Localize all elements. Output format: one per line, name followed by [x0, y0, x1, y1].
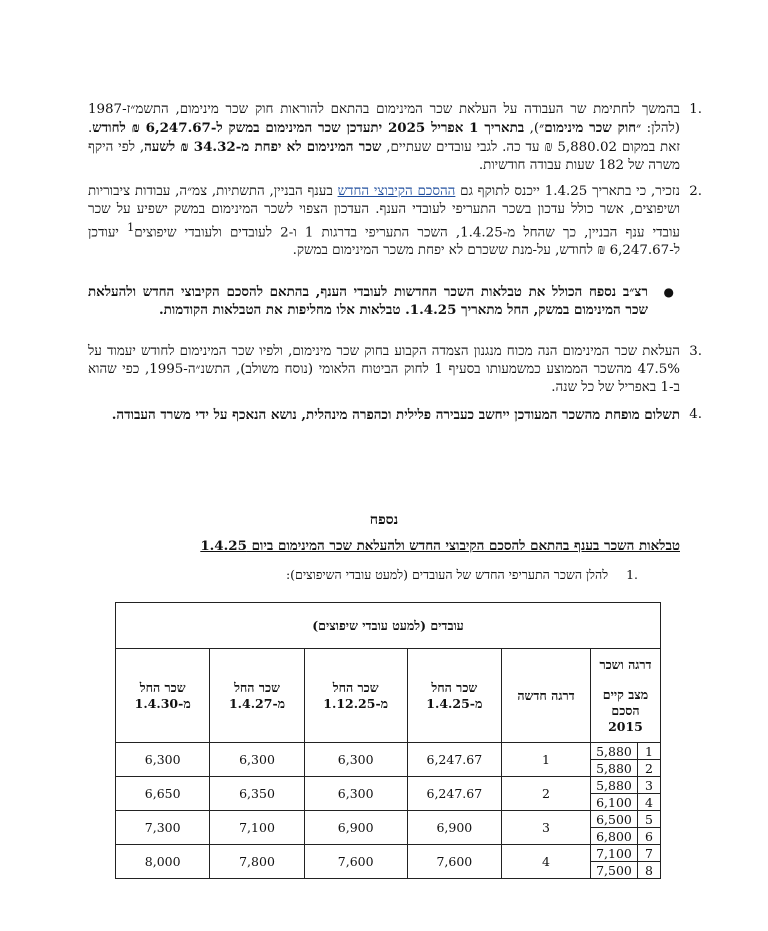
paragraph-2: [88, 183, 702, 260]
wage-cell-1: 7,600: [407, 845, 501, 879]
wage-cell-3: 7,100: [210, 811, 304, 845]
old-grade-cell: 7: [638, 845, 661, 862]
text-bold: בתאריך 1 אפריל 2025 יתעדכן שכר המינימום במשק ל-6,247.67 ₪ לחודש: [92, 120, 525, 136]
old-salary-cell: 7,500: [591, 862, 638, 879]
text: בענף הבניין, התשתיות, צמ״ה, עבודות ציבוריות ושיפוצים, אשר כולל עדכון בשכר התעריפי לעובדי הענף. העדכון הצפוי לשכר המינימום במשק ישפיע על שכר עובדי ענף הבניין, כך שהחל מ-1.4.25, השכר התעריפי בדרגות 1 ו-2 לעובדים ולעובדי שיפוצים: [88, 184, 680, 241]
paragraph-number: .2: [689, 184, 702, 199]
header-subtext: מצב קיים הסכם 2015: [602, 687, 649, 734]
wage-cell-2: 6,300: [304, 777, 407, 811]
wage-cell-1: 6,247.67: [407, 743, 501, 777]
wage-cell-4: 6,650: [116, 777, 210, 811]
paragraph-number: .4: [689, 407, 702, 422]
text: נזכיר, כי בתאריך 1.4.25 ייכנס לתוקף גם: [455, 184, 680, 199]
text: העלאת שכר המינימום הנה מכוח מנגנון הצמדה הקבוע בחוק שכר מינימום, ולפיו שכר המינימום לחודש יעמוד על 47.5% מהשכר הממוצע כמשמעותו בסעיף 1 לחוק הביטוח הלאומי (נוסח משולב), התשנ״ה-1995, כפי שהוא ב-1 באפריל של כל שנה.: [88, 344, 680, 395]
appendix-subtitle: טבלאות השכר בענף בהתאם להסכם הקיבוצי החדש ולהעלאת שכר המינימום ביום 1.4.25: [200, 538, 680, 554]
text-bold: תשלום מופחת מהשכר המעודכן ייחשב כעבירה פלילית וכהפרה מינהלית, נושא הנאכף על ידי משרד העבודה.: [111, 407, 680, 423]
header-wage-2: שכר החל מ-1.12.25: [304, 649, 407, 743]
text: . זאת במקום 5,880.02 ₪ עד כה. לגבי עובדים שעתיים,: [88, 121, 680, 155]
header-wage-1: שכר החל מ-1.4.25: [407, 649, 501, 743]
old-grade-cell: 6: [638, 828, 661, 845]
text-bold: רצ״ב נספח הכולל את טבלאות השכר החדשות לעובדי הענף, בהתאם להסכם הקיבוצי החדש ולהעלאת שכר המינימום במשק, החל מתאריך 1.4.25. טבלאות אלו מחליפות את הטבלאות הקודמות.: [88, 284, 648, 318]
table-body: [116, 743, 661, 879]
old-grade-cell: 2: [638, 760, 661, 777]
text: ),: [524, 121, 540, 136]
text: , לפי היקף משרה של 182 שעות עבודה חודשיות.: [88, 140, 680, 173]
wage-cell-2: 6,300: [304, 743, 407, 777]
old-grade-cell: 8: [638, 862, 661, 879]
collective-agreement-link[interactable]: ההסכם הקיבוצי החדש: [337, 184, 456, 199]
text-bold: ״חוק שכר מינימום״: [539, 120, 642, 136]
wage-cell-4: 6,300: [116, 743, 210, 777]
bullet-icon: ●: [663, 285, 674, 299]
old-grade-cell: 5: [638, 811, 661, 828]
header-new-grade: דרגה חדשה: [502, 649, 591, 743]
appendix-title: נספח: [369, 512, 399, 528]
old-grade-cell: 3: [638, 777, 661, 794]
old-salary-cell: 5,880: [591, 777, 638, 794]
old-grade-cell: 1: [638, 743, 661, 760]
wage-cell-4: 7,300: [116, 811, 210, 845]
paragraph-4: [88, 406, 702, 424]
appendix-item-1: [286, 567, 638, 583]
table-caption: עובדים (למעט עובדי שיפוצים): [116, 603, 661, 649]
wage-cell-3: 7,800: [210, 845, 304, 879]
item-number: .1: [626, 567, 638, 582]
text: יעודכן ל-6,247.67 ₪ לחודש, על-מנת ששכרם לא יפחת משכר המינימום במשק.: [88, 225, 680, 259]
new-grade-cell: 1: [502, 743, 591, 777]
old-salary-cell: 7,100: [591, 845, 638, 862]
wage-cell-2: 6,900: [304, 811, 407, 845]
old-salary-cell: 6,500: [591, 811, 638, 828]
wage-cell-3: 6,350: [210, 777, 304, 811]
table-row: [116, 777, 661, 794]
new-grade-cell: 3: [502, 811, 591, 845]
paragraph-number: .3: [689, 344, 702, 359]
old-salary-cell: 6,100: [591, 794, 638, 811]
header-text: דרגה ושכר: [599, 657, 652, 672]
header-wage-4: שכר החל מ-1.4.30: [116, 649, 210, 743]
new-grade-cell: 4: [502, 845, 591, 879]
paragraph-number: .1: [689, 102, 702, 117]
wage-cell-1: 6,900: [407, 811, 501, 845]
item-text: להלן השכר התעריפי החדש של העובדים (למעט עובדי השיפוצים):: [285, 567, 609, 582]
wage-cell-4: 8,000: [116, 845, 210, 879]
bullet-item: [88, 283, 674, 319]
table-row: [116, 743, 661, 760]
wage-cell-1: 6,247.67: [407, 777, 501, 811]
text: בהמשך לחתימת שר העבודה על העלאת שכר המינימום בהתאם להוראות חוק שכר מינימום, התשמ״ז-1987 (להלן:: [88, 102, 681, 136]
old-salary-cell: 5,880: [591, 760, 638, 777]
table-row: [116, 845, 661, 862]
new-grade-cell: 2: [502, 777, 591, 811]
header-grade-state: [591, 649, 661, 743]
table-row: [116, 811, 661, 828]
old-grade-cell: 4: [638, 794, 661, 811]
text-bold: שכר המינימום לא יפחת מ-34.32 ₪ לשעה: [144, 139, 382, 155]
wage-cell-2: 7,600: [304, 845, 407, 879]
footnote-ref[interactable]: 1: [127, 221, 135, 234]
wage-cell-3: 6,300: [210, 743, 304, 777]
paragraph-1: [88, 101, 702, 175]
wage-table: [115, 602, 661, 879]
paragraph-3: [88, 343, 702, 397]
header-wage-3: שכר החל מ-1.4.27: [210, 649, 304, 743]
old-salary-cell: 5,880: [591, 743, 638, 760]
old-salary-cell: 6,800: [591, 828, 638, 845]
